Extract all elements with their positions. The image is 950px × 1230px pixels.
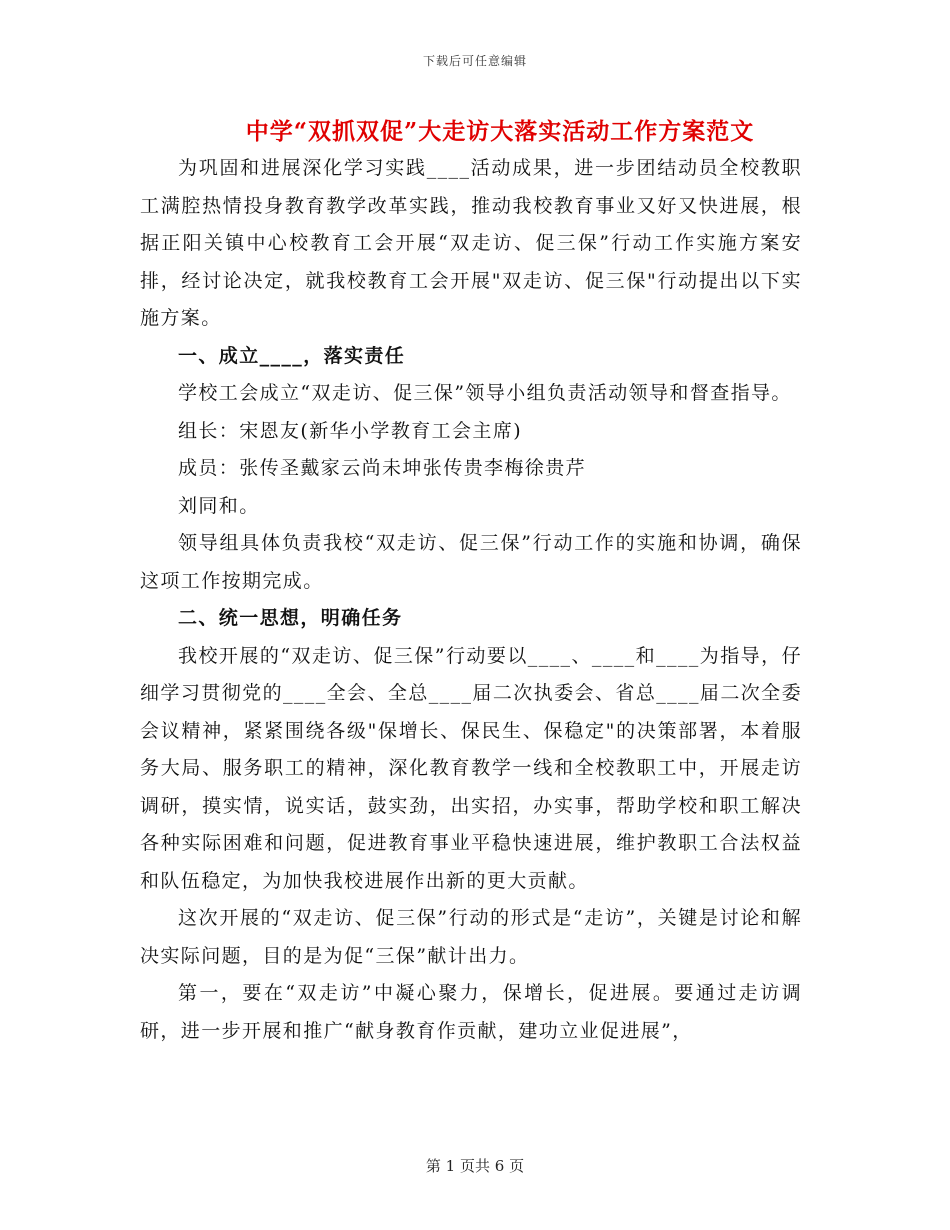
document-title: 中学“双抓双促”大走访大落实活动工作方案范文 — [245, 118, 755, 145]
section-heading-1: 一、成立____，落实责任 — [178, 344, 406, 367]
header-note: 下载后可任意编辑 — [422, 54, 527, 68]
team-members-line: 成员：张传圣戴家云尚未坤张传贵李梅徐贵芹 — [178, 457, 587, 479]
team-members-continued: 刘同和。 — [178, 494, 260, 517]
body-paragraph: 学校工会成立“双走访、促三保”领导小组负责活动领导和督查指导。 — [178, 382, 792, 404]
intro-paragraph: 为巩固和进展深化学习实践____活动成果，进一步团结动员全校教职工满腔热情投身教育教学改革实践，推动我校教育事业又好又快进展，根据正阳关镇中心校教育工会开展“双走访、促三保”行动工作实施方案安排，经讨论决定，就我校教育工会开展"双走访、促三保"行动提出以下实施方案。 — [140, 157, 802, 329]
body-paragraph: 我校开展的“双走访、促三保”行动要以____、____和____为指导，仔细学习贯彻党的____全会、全总____届二次执委会、省总____届二次全委会议精神，紧紧围绕各级"保增长、保民生、保稳定"的决策部署，本着服务大局、服务职工的精神，深化教育教学一线和全校教职工中，开展走访调研，摸实情，说实话，鼓实劲，出实招，办实事，帮助学校和职工解决各种实际困难和问题，促进教育事业平稳快速进展，维护教职工合法权益和队伍稳定，为加快我校进展作出新的更大贡献。 — [140, 644, 802, 892]
team-leader-line: 组长：宋恩友(新华小学教育工会主席) — [178, 419, 523, 442]
body-paragraph: 第一，要在“双走访”中凝心聚力，保增长，促进展。要通过走访调研，进一步开展和推广“献身教育作贡献，建功立业促进展”， — [140, 982, 802, 1042]
page-footer: 第 1 页共 6 页 — [425, 1157, 525, 1175]
body-paragraph: 这次开展的“双走访、促三保”行动的形式是“走访”，关键是讨论和解决实际问题，目的是为促“三保”献计出力。 — [140, 907, 802, 967]
document-body — [140, 150, 802, 1050]
section-heading-2: 二、统一思想，明确任务 — [178, 607, 403, 629]
body-paragraph: 领导组具体负责我校“双走访、促三保”行动工作的实施和协调，确保这项工作按期完成。 — [140, 532, 802, 592]
